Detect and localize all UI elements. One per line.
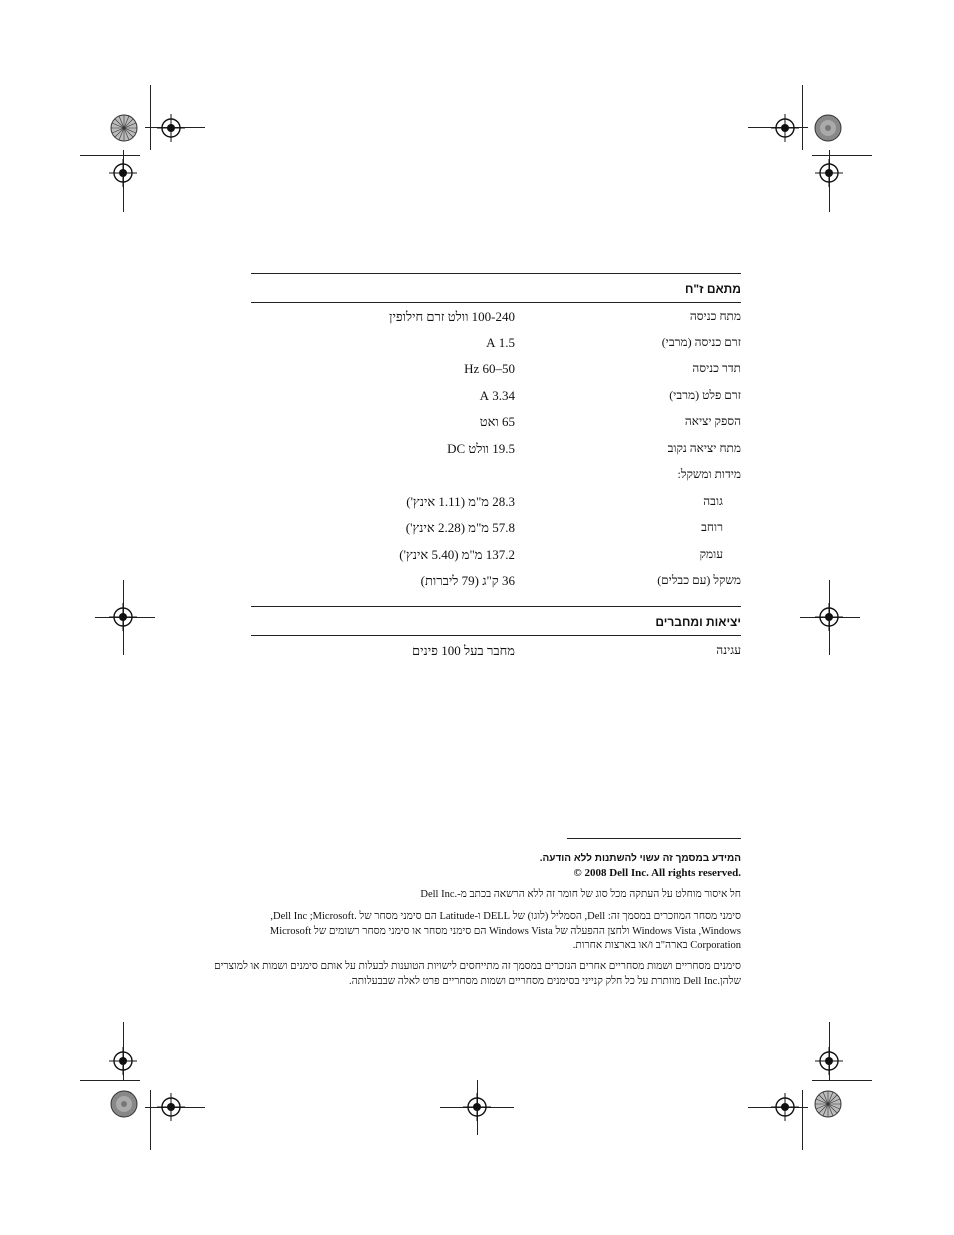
crop-line <box>150 1090 151 1150</box>
other-trademarks-line: שלהן.Dell Inc מוותרת על כל חלק קנייני בסימנים מסחריים ושמות מסחריים פרט לאלה שבבעלותה. <box>349 975 741 987</box>
trademarks-line: Windows Vista ,Windows ולחצן ההפעלה של Windows Vista הם סימני מסחר או סימני מסחר רשומים של Microsoft <box>269 925 741 937</box>
rosette-icon <box>110 114 138 142</box>
section-title-adapter: מתאם ז"ח <box>685 282 741 296</box>
spec-value: 65 ואט <box>479 414 515 429</box>
spec-label: מתח כניסה <box>689 309 741 323</box>
footnote-rule <box>567 838 741 839</box>
section-header-rule <box>251 302 741 303</box>
spec-value: 3.34 A <box>479 388 515 403</box>
copyright: © 2008 Dell Inc. All rights reserved. <box>573 867 741 879</box>
spec-value: מחבר בעל 100 פינים <box>412 643 515 658</box>
spec-label: תדר כניסה <box>692 361 741 375</box>
spec-row <box>251 335 741 353</box>
spec-label: רוחב <box>701 520 723 534</box>
section-header-rule <box>251 635 741 636</box>
spec-row <box>251 494 741 512</box>
crosshair-icon <box>771 114 799 142</box>
spec-label: עומק <box>699 547 723 561</box>
crop-line <box>150 85 151 150</box>
spec-value: 100-240 וולט זרם חילופין <box>389 309 515 324</box>
spec-label: עגינה <box>716 643 741 657</box>
reproduction-text: חל איסור מוחלט על העתקה מכל סוג של חומר זה ללא הרשאה בכתב מ-.Dell Inc <box>420 889 741 900</box>
crosshair-icon <box>109 603 137 631</box>
spec-row <box>251 573 741 591</box>
spec-label: הספק יציאה <box>684 414 741 428</box>
spec-label: מידות ומשקל: <box>677 467 741 481</box>
spec-row <box>251 467 741 485</box>
spec-row <box>251 547 741 565</box>
section-title-ports: יציאות ומחברים <box>655 615 741 629</box>
section-top-rule <box>251 273 741 274</box>
rosette-icon <box>110 1090 138 1118</box>
crop-line <box>812 1080 872 1081</box>
trademarks-line: Corporation בארה"ב ו/או בארצות אחרות. <box>572 940 741 951</box>
spec-label: גובה <box>703 494 723 508</box>
spec-row <box>251 388 741 406</box>
spec-row <box>251 309 741 327</box>
change-notice: המידע במסמך זה עשוי להשתנות ללא הודעה. <box>539 853 741 864</box>
other-trademarks-line: סימנים מסחריים ושמות מסחריים אחרים הנזכרים במסמך זה מתייחסים לישויות הטוענות לבעלות על אותם סימנים ושמות או למוצרים <box>214 961 741 972</box>
spec-value: 28.3 מ"מ (1.11 אינץ') <box>406 494 515 509</box>
crop-line <box>802 85 803 150</box>
spec-row <box>251 414 741 432</box>
crosshair-icon <box>463 1093 491 1121</box>
crosshair-icon <box>815 159 843 187</box>
other-trademarks-paragraph <box>214 960 741 989</box>
spec-row <box>251 520 741 538</box>
spec-value: 57.8 מ"מ (2.28 אינץ') <box>405 520 515 535</box>
spec-value: 19.5 וולט DC <box>447 441 515 456</box>
spec-row <box>251 361 741 379</box>
spec-label: משקל (עם כבלים) <box>657 573 741 587</box>
spec-value: 50–60 Hz <box>464 361 515 376</box>
crop-line <box>812 155 872 156</box>
section-top-rule <box>251 606 741 607</box>
trademarks-line: סימני מסחר המוזכרים במסמך זה: Dell, הסמליל (לוגו) של DELL ו-Latitude הם סימני מסחר של .Dell Inc ;Microsoft, <box>270 911 741 922</box>
crosshair-icon <box>815 1047 843 1075</box>
crop-line <box>802 1090 803 1150</box>
crosshair-icon <box>157 114 185 142</box>
crosshair-icon <box>109 159 137 187</box>
spec-label: מתח יציאה נקוב <box>667 441 741 455</box>
spec-row <box>251 441 741 459</box>
crosshair-icon <box>771 1093 799 1121</box>
crop-line <box>80 1080 140 1081</box>
crop-line <box>80 155 140 156</box>
spec-label: זרם פלט (מרבי) <box>669 388 741 402</box>
reproduction-notice <box>420 888 741 903</box>
spec-value: 36 ק"ג (79 ליברות) <box>420 573 515 588</box>
trademarks-paragraph <box>270 910 741 954</box>
spec-value: 137.2 מ"מ (5.40 אינץ') <box>399 547 515 562</box>
crosshair-icon <box>815 603 843 631</box>
spec-row <box>251 643 741 661</box>
crosshair-icon <box>157 1093 185 1121</box>
rosette-icon <box>814 114 842 142</box>
crosshair-icon <box>109 1047 137 1075</box>
rosette-icon <box>814 1090 842 1118</box>
spec-label: זרם כניסה (מרבי) <box>661 335 741 349</box>
spec-value: 1.5 A <box>486 335 515 350</box>
